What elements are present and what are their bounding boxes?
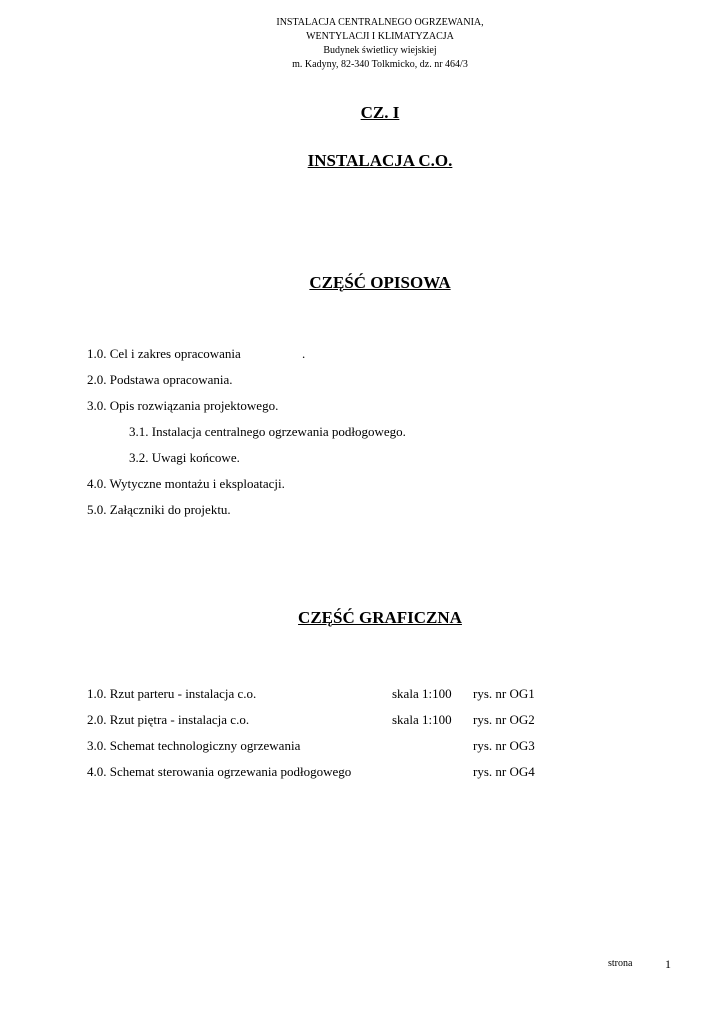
toc-item: 1.0. Cel i zakres opracowania . [87,341,406,367]
installation-title: INSTALACJA C.O. [307,151,453,170]
page-label: strona [608,958,633,969]
descriptive-contents-list [87,341,406,523]
toc-item: 4.0. Wytyczne montażu i eksploatacji. [87,476,285,491]
drawing-row [87,707,607,733]
drawing-row [87,759,607,785]
part-title: CZ. I [360,103,400,122]
drawing-label: 4.0. Schemat sterowania ogrzewania podłogowego [87,764,352,779]
header-line-2: WENTYLACJI I KLIMATYZACJA [306,31,454,42]
header-line-4: m. Kadyny, 82-340 Tolkmicko, dz. nr 464/3 [292,59,468,70]
drawing-scale: skala 1:100 [392,712,452,727]
header-line-3: Budynek świetlicy wiejskiej [323,45,437,56]
drawing-label: 1.0. Rzut parteru - instalacja c.o. [87,686,257,701]
toc-item: 2.0. Podstawa opracowania. [87,372,233,387]
drawing-label: 3.0. Schemat technologiczny ogrzewania [87,738,301,753]
drawing-number: rys. nr OG4 [473,764,535,779]
toc-trailing-dot: . [302,346,306,361]
drawing-label: 2.0. Rzut piętra - instalacja c.o. [87,712,250,727]
drawing-scale: skala 1:100 [392,686,452,701]
descriptive-section-title: CZĘŚĆ OPISOWA [309,273,451,292]
document-header [0,16,724,72]
toc-item: 3.0. Opis rozwiązania projektowego. [87,398,279,413]
drawing-row [87,681,607,707]
graphic-section-title: CZĘŚĆ GRAFICZNA [298,608,462,627]
header-line-1: INSTALACJA CENTRALNEGO OGRZEWANIA, [276,17,484,28]
drawing-number: rys. nr OG2 [473,712,535,727]
drawing-number: rys. nr OG3 [473,738,535,753]
toc-subitem: 3.1. Instalacja centralnego ogrzewania podłogowego. [129,424,406,439]
toc-item: 5.0. Załączniki do projektu. [87,502,231,517]
toc-subitem: 3.2. Uwagi końcowe. [129,450,240,465]
drawing-row [87,733,607,759]
page-number: 1 [665,957,671,971]
drawings-list [87,681,607,785]
drawing-number: rys. nr OG1 [473,686,535,701]
